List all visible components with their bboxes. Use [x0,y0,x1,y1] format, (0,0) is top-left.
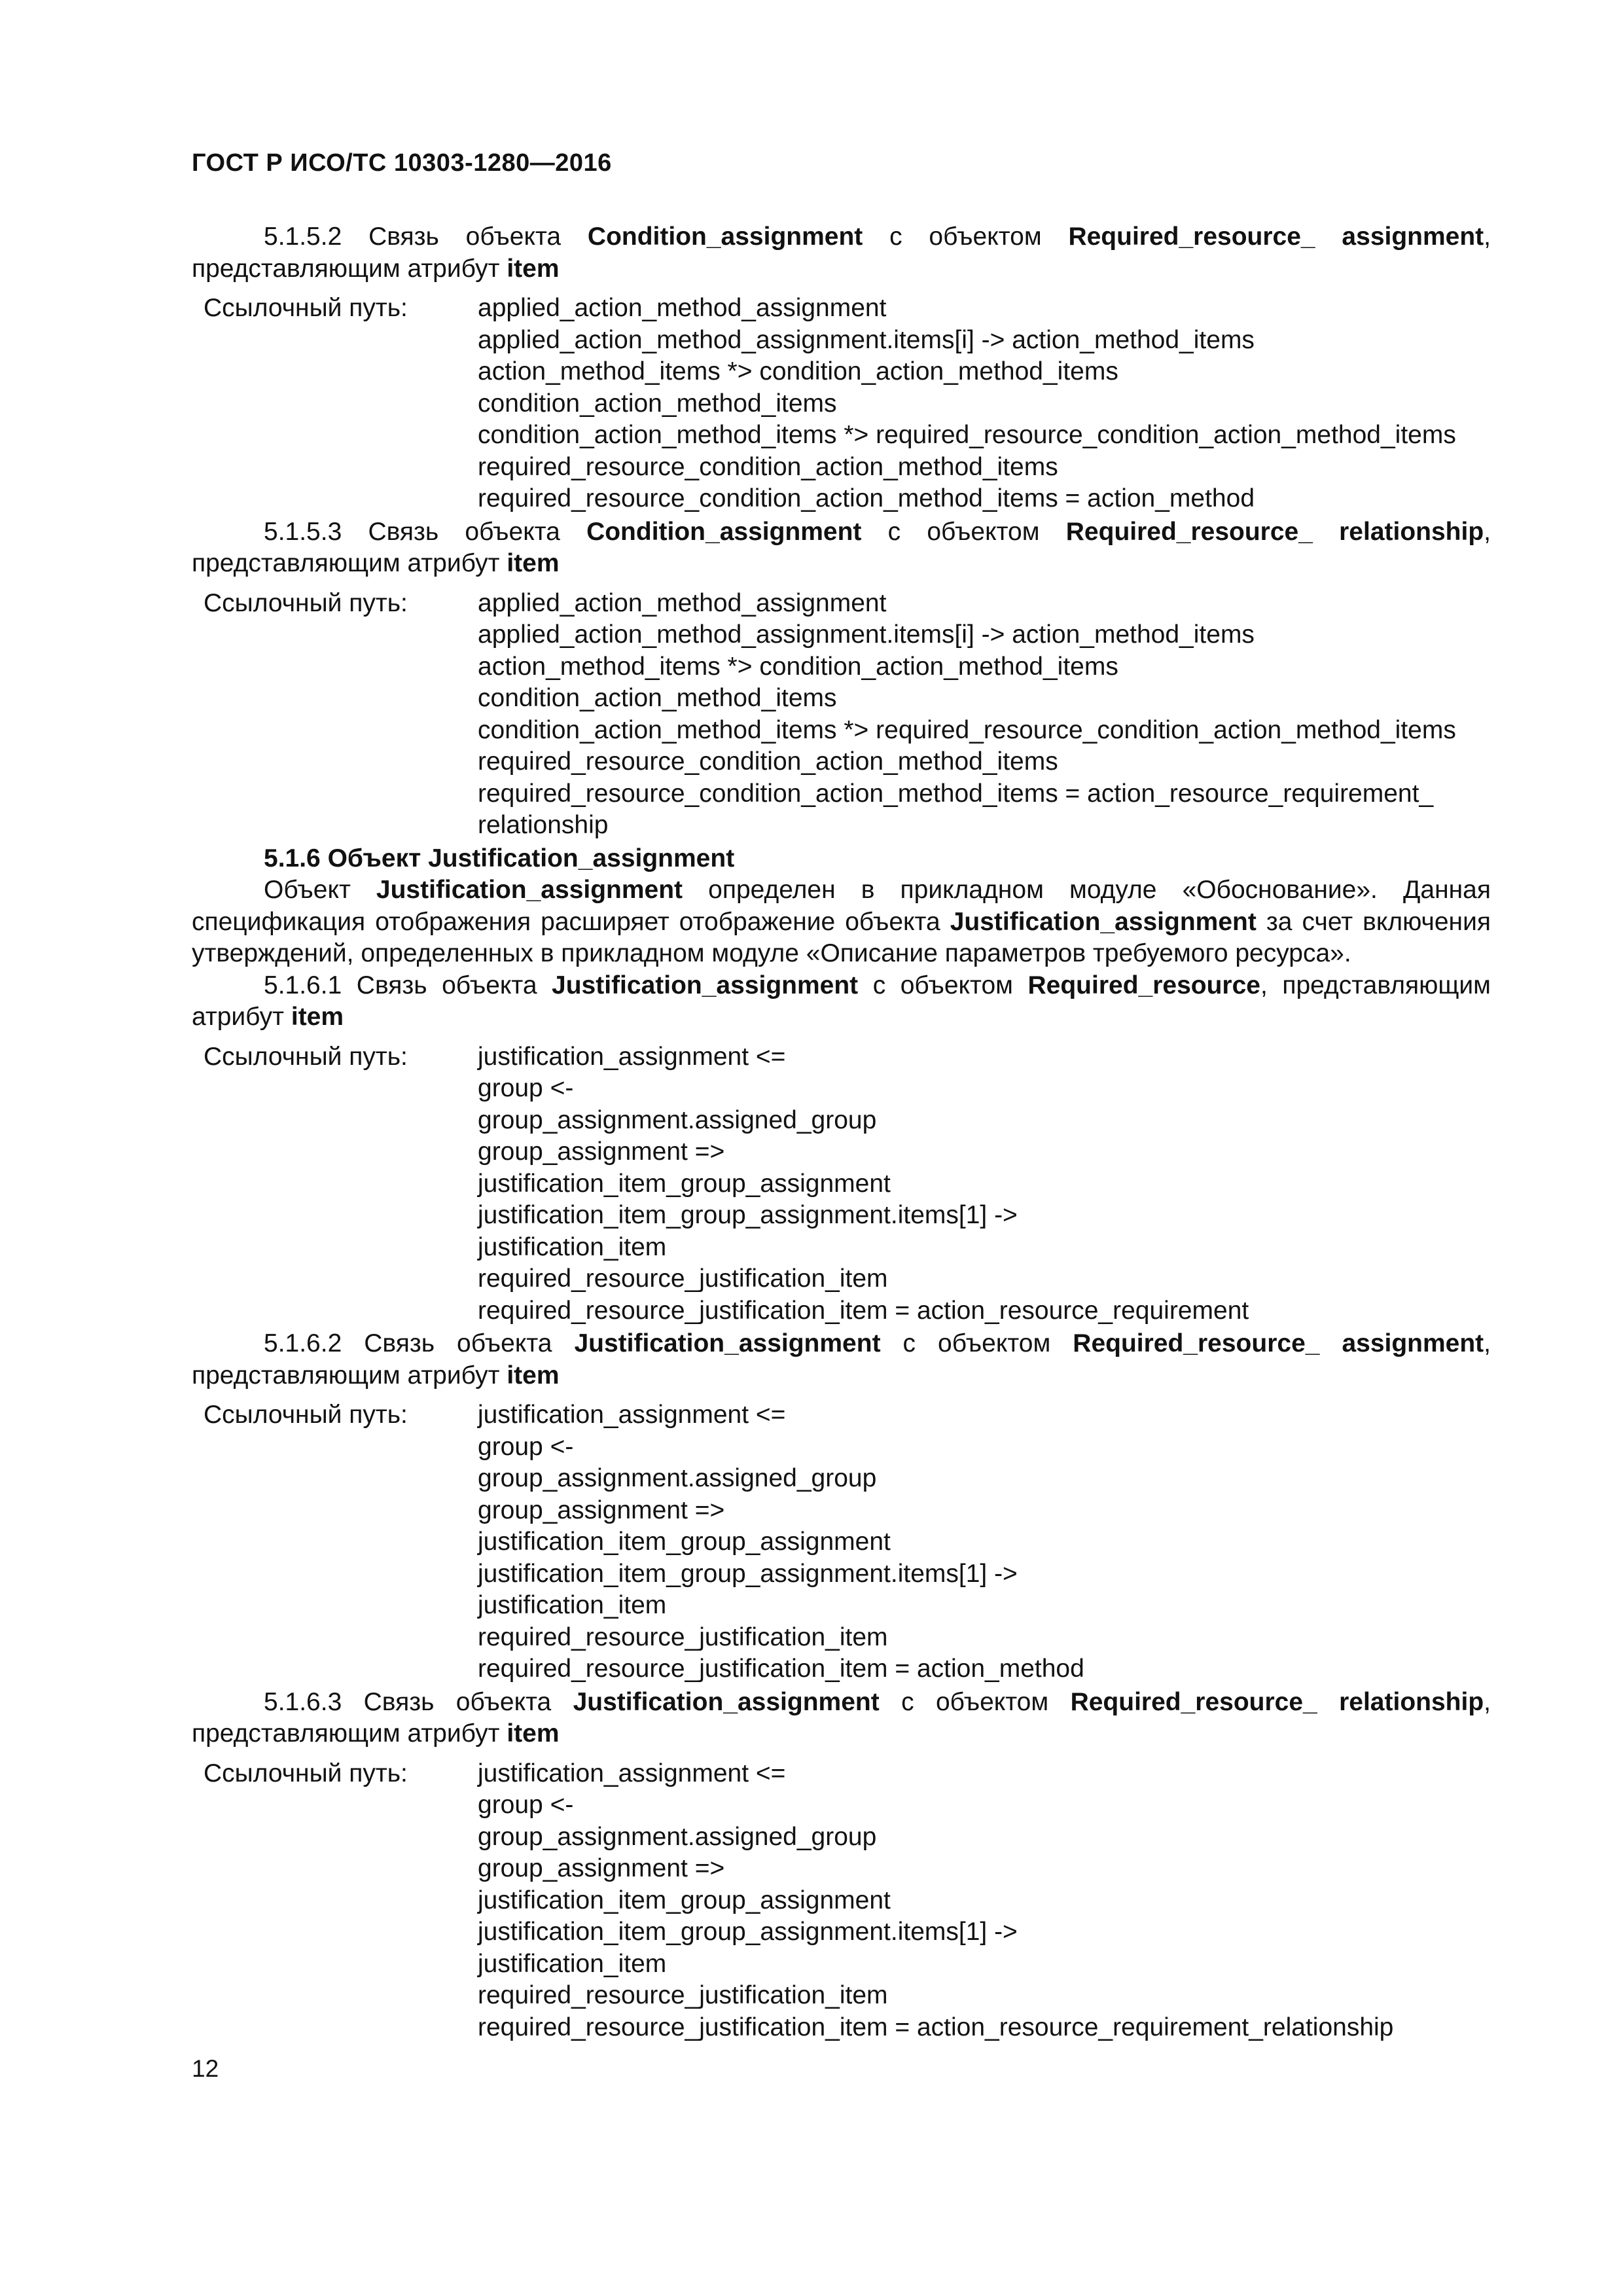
path-line: justification_item_group_assignment [478,1886,891,1914]
path-line: applied_action_method_assignment.items[i] -> action_method_items [478,325,1255,354]
path-line: justification_item_group_assignment.items[1] -> [478,1559,1018,1588]
path-line: action_method_items *> condition_action_method_items [478,652,1118,681]
path-line: group_assignment => [478,1138,725,1166]
clause-attribute-line: представляющим атрибут item [192,1361,560,1390]
path-line: justification_assignment <= [478,1401,786,1429]
path-line: required_resource_justification_item = action_method [478,1655,1084,1683]
reference-path-block [192,1399,1491,1685]
path-line: condition_action_method_items [478,684,837,712]
path-line: justification_assignment <= [478,1759,786,1787]
path-line: condition_action_method_items *> required_resource_condition_action_method_items [478,715,1456,744]
path-line: justification_item_group_assignment.items[1] -> [478,1918,1018,1946]
clause-attribute-line: представляющим атрибут item [192,549,560,577]
reference-path-label: Ссылочный путь: [204,1401,408,1429]
path-line: applied_action_method_assignment.items[i] -> action_method_items [478,620,1255,649]
clause-heading-5-1-6-2: 5.1.6.2 Связь объекта Justification_assignment с объектом Required_resource_ assignment, [264,1329,1491,1357]
clause-heading-5-1-6-3: 5.1.6.3 Связь объекта Justification_assignment с объектом Required_resource_ relationship, [264,1687,1491,1716]
clause-attribute-line: представляющим атрибут item [192,1719,560,1748]
path-line: group_assignment => [478,1496,725,1524]
path-line: justification_item [478,1949,667,1978]
reference-path-lines [478,1758,1491,2044]
reference-path-label: Ссылочный путь: [204,1042,408,1071]
section-title-5-1-6: 5.1.6 Объект Justification_assignment [264,844,735,872]
reference-path-lines [478,293,1491,515]
path-line: justification_item_group_assignment [478,1528,891,1556]
path-line: condition_action_method_items [478,389,837,418]
reference-path-lines [478,1399,1491,1685]
path-line: applied_action_method_assignment [478,294,887,322]
reference-path-label: Ссылочный путь: [204,1759,408,1787]
path-line: justification_item_group_assignment.items[1] -> [478,1201,1018,1229]
page-number: 12 [192,2055,219,2082]
path-line: required_resource_justification_item [478,1981,888,2009]
path-line: required_resource_justification_item = action_resource_requirement [478,1296,1249,1325]
path-line: required_resource_condition_action_method_items [478,452,1058,481]
document-body [192,221,1491,2045]
reference-path-lines [478,588,1491,842]
reference-path-block [192,293,1491,515]
path-line: required_resource_justification_item = action_resource_requirement_relationship [478,2013,1394,2041]
path-line: condition_action_method_items *> required_resource_condition_action_method_items [478,421,1456,449]
path-line: applied_action_method_assignment [478,588,887,617]
path-line: group_assignment.assigned_group [478,1464,877,1492]
path-line: required_resource_condition_action_method_items [478,747,1058,776]
path-line: required_resource_condition_action_method_items = action_method [478,484,1255,512]
path-line: relationship [478,811,609,839]
path-line: required_resource_condition_action_method_items = action_resource_requirement_ [478,779,1434,808]
path-line: justification_item [478,1591,667,1619]
path-line: group_assignment.assigned_group [478,1822,877,1851]
reference-path-block [192,588,1491,842]
path-line: group <- [478,1074,574,1102]
reference-path-lines [478,1041,1491,1327]
clause-attribute-line: представляющим атрибут item [192,254,560,283]
path-line: group <- [478,1432,574,1461]
path-line: group_assignment.assigned_group [478,1105,877,1134]
clause-heading-5-1-5-2: 5.1.5.2 Связь объекта Condition_assignment с объектом Required_resource_ assignment, [264,223,1491,251]
document-header: ГОСТ Р ИСО/ТС 10303-1280—2016 [192,149,612,177]
reference-path-block [192,1041,1491,1327]
reference-path-label: Ссылочный путь: [204,588,408,617]
section-paragraph: Объект Justification_assignment определен в прикладном модуле «Обоснование». Данная спецификация отображения расширяет отображение объекта Justification_assignment за счет включения утверждений, определенных в прикладном модуле «Описание параметров требуемого ресурса». [192,876,1491,967]
path-line: action_method_items *> condition_action_method_items [478,357,1118,386]
clause-heading-5-1-6-1: 5.1.6.1 Связь объекта Justification_assignment с объектом Required_resource, представляющим атрибут item [192,971,1491,1031]
path-line: justification_item_group_assignment [478,1169,891,1198]
reference-path-block [192,1758,1491,2044]
clause-heading-5-1-5-3: 5.1.5.3 Связь объекта Condition_assignment с объектом Required_resource_ relationship, [264,517,1491,546]
reference-path-label: Ссылочный путь: [204,294,408,322]
path-line: group <- [478,1791,574,1819]
path-line: required_resource_justification_item [478,1265,888,1293]
path-line: required_resource_justification_item [478,1623,888,1651]
path-line: group_assignment => [478,1854,725,1882]
path-line: justification_assignment <= [478,1042,786,1071]
path-line: justification_item [478,1232,667,1261]
